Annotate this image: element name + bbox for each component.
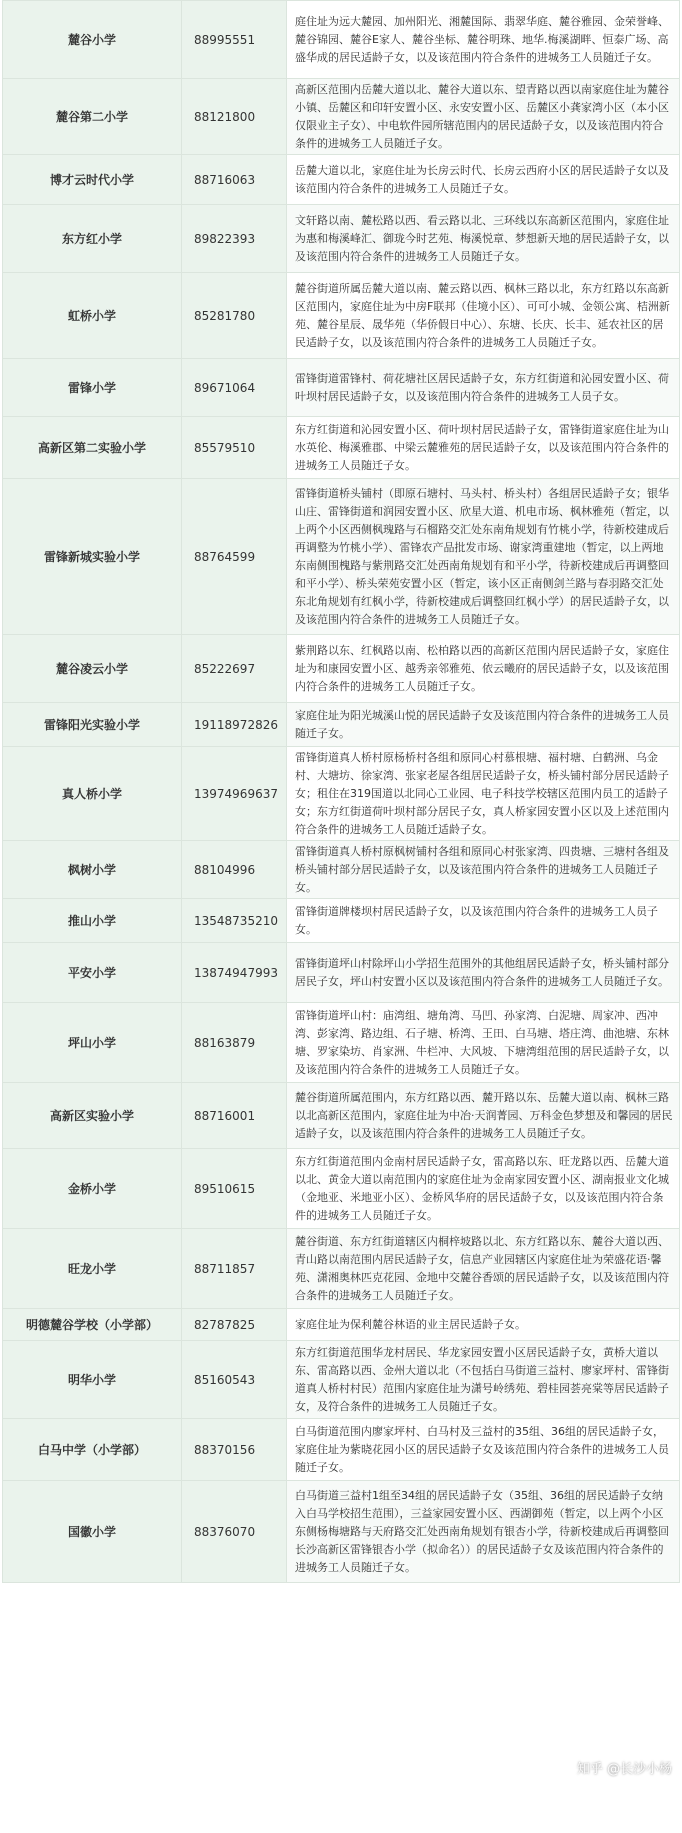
school-name-cell: 旺龙小学 [3,1229,182,1309]
school-phone-cell: 88370156 [182,1419,287,1481]
school-name-cell: 麓谷小学 [3,1,182,79]
school-phone-cell: 85579510 [182,417,287,479]
table-row [3,943,680,1003]
school-name-cell: 雷锋阳光实验小学 [3,703,182,747]
school-phone-cell: 13974969637 [182,747,287,841]
table-row [3,747,680,841]
school-name-cell: 平安小学 [3,943,182,1003]
school-name-cell: 国徽小学 [3,1481,182,1583]
table-row [3,1229,680,1309]
table-row [3,635,680,703]
enrollment-range-cell: 东方红街道和沁园安置小区、荷叶坝村居民适龄子女，雷锋街道家庭住址为山水英伦、梅溪雅郡、中梁云麓雅苑的居民适龄子女，以及该范围内符合条件的进城务工人员随迁子女。 [287,417,680,479]
school-phone-cell: 13548735210 [182,899,287,943]
enrollment-range-cell: 雷锋街道坪山村除坪山小学招生范围外的其他组居民适龄子女，桥头铺村部分居民子女，坪山村安置小区以及该范围内符合条件的进城务工人员随迁子女。 [287,943,680,1003]
table-row [3,79,680,155]
enrollment-range-cell: 雷锋街道真人桥村原杨桥村各组和原同心村慕根塘、福村塘、白鹤洲、乌金村、大塘坊、徐家湾、张家老屋各组居民适龄子女，桥头铺村部分居民适龄子女；租住在319国道以北同心工业园、电子科技学校辖区范围内员工的适龄子女；东方红街道荷叶坝村部分居民子女，真人桥家园安置小区以及上述范围内符合条件的进城务工人员随迁适龄子女。 [287,747,680,841]
enrollment-range-cell: 东方红街道范围内金南村居民适龄子女，雷高路以东、旺龙路以西、岳麓大道以北、黄金大道以南范围内的家庭住址为金南家园安置小区、湖南报业文化城（金地亚、米地亚小区）、金桥风华府的居民适龄子女，以及该范围内符合条件的进城务工人员随迁子女。 [287,1149,680,1229]
table-row [3,1341,680,1419]
enrollment-range-cell: 白马街道范围内廖家坪村、白马村及三益村的35组、36组的居民适龄子女，家庭住址为紫晓花园小区的居民适龄子女及该范围内符合条件的进城务工人员随迁子女。 [287,1419,680,1481]
school-name-cell: 麓谷凌云小学 [3,635,182,703]
table-row [3,841,680,899]
school-name-cell: 雷锋新城实验小学 [3,479,182,635]
school-name-cell: 麓谷第二小学 [3,79,182,155]
school-phone-cell: 85281780 [182,273,287,359]
school-name-cell: 高新区实验小学 [3,1083,182,1149]
school-name-cell: 博才云时代小学 [3,155,182,205]
watermark: 知乎 @长沙小杨 [576,1762,672,1777]
school-phone-cell: 82787825 [182,1309,287,1341]
enrollment-range-cell: 麓谷街道所属范围内，东方红路以西、麓开路以东、岳麓大道以南、枫林三路以北高新区范围内，家庭住址为中冶·天润菁园、万科金色梦想及和馨园的居民适龄子女，以及该范围内符合条件的进城务工人员随迁子女。 [287,1083,680,1149]
school-phone-cell: 89510615 [182,1149,287,1229]
school-name-cell: 坪山小学 [3,1003,182,1083]
school-name-cell: 虹桥小学 [3,273,182,359]
enrollment-range-cell: 雷锋街道坪山村：庙湾组、塘角湾、马凹、孙家湾、白泥塘、周家冲、西冲湾、彭家湾、路边组、石子塘、桥湾、王田、白马塘、塔庄湾、曲池塘、东林塘、罗家染坊、肖家洲、牛栏冲、大风坡、下塘湾组范围的居民适龄子女，以及该范围内符合条件的进城务工人员随迁子女。 [287,1003,680,1083]
enrollment-range-cell: 雷锋街道真人桥村原枫树铺村各组和原同心村张家湾、四贵塘、三塘村各组及桥头铺村部分居民适龄子女，以及该范围内符合条件的进城务工人员随迁子女。 [287,841,680,899]
table-row [3,205,680,273]
table-row [3,899,680,943]
enrollment-range-cell: 紫荆路以东、红枫路以南、松柏路以西的高新区范围内居民适龄子女，家庭住址为和康园安置小区、越秀亲邻雅苑、依云曦府的居民适龄子女，以及该范围内符合条件的进城务工人员随迁子女。 [287,635,680,703]
table-row [3,155,680,205]
school-phone-cell: 88995551 [182,1,287,79]
school-name-cell: 东方红小学 [3,205,182,273]
school-phone-cell: 88121800 [182,79,287,155]
school-name-cell: 金桥小学 [3,1149,182,1229]
enrollment-range-cell: 麓谷街道所属岳麓大道以南、麓云路以西、枫林三路以北，东方红路以东高新区范围内，家庭住址为中房F联邦（佳境小区）、可可小城、金领公寓、桔洲新苑、麓谷星辰、晟华苑（华侨假日中心）、东塘、长庆、长丰、延农社区的居民适龄子女，以及该范围内符合条件的进城务工人员随迁子女。 [287,273,680,359]
school-phone-cell: 13874947993 [182,943,287,1003]
school-phone-cell: 85160543 [182,1341,287,1419]
school-district-table [2,0,680,1583]
table-row [3,479,680,635]
table-row [3,1309,680,1341]
school-phone-cell: 88716063 [182,155,287,205]
table-body [3,1,680,1583]
school-phone-cell: 88163879 [182,1003,287,1083]
school-phone-cell: 89671064 [182,359,287,417]
school-phone-cell: 88104996 [182,841,287,899]
table-row [3,1003,680,1083]
enrollment-range-cell: 白马街道三益村1组至34组的居民适龄子女（35组、36组的居民适龄子女纳入白马学校招生范围），三益家园安置小区、西湖御苑（暂定，以上两个小区东侧杨梅塘路与天府路交汇处西南角规划有银杏小学，待新校建成后再调整回长沙高新区雷锋银杏小学（拟命名））的居民适龄子女及该范围内符合条件的进城务工人员随迁子女。 [287,1481,680,1583]
table-row [3,1,680,79]
table-row [3,1481,680,1583]
enrollment-range-cell: 东方红街道范围华龙村居民、华龙家园安置小区居民适龄子女，黄桥大道以东、雷高路以西、金州大道以北（不包括白马街道三益村、廖家坪村、雷锋街道真人桥村村民）范围内家庭住址为潇号岭绣苑、碧桂园荟亮棠等居民适龄子女，及符合条件的进城务工人员随迁子女。 [287,1341,680,1419]
school-phone-cell: 88376070 [182,1481,287,1583]
enrollment-range-cell: 雷锋街道牌楼坝村居民适龄子女，以及该范围内符合条件的进城务工人员子女。 [287,899,680,943]
enrollment-range-cell: 高新区范围内岳麓大道以北、麓谷大道以东、望青路以西以南家庭住址为麓谷小镇、岳麓区和印轩安置小区、永安安置小区、岳麓区小龚家湾小区（本小区仅限业主子女）、中电软件园所辖范围内的居民适龄子女，以及该范围内符合条件的进城务工人员随迁子女。 [287,79,680,155]
enrollment-range-cell: 岳麓大道以北，家庭住址为长房云时代、长房云西府小区的居民适龄子女以及该范围内符合条件的进城务工人员随迁子女。 [287,155,680,205]
school-phone-cell: 85222697 [182,635,287,703]
table-row [3,1083,680,1149]
table-row [3,703,680,747]
table-row [3,1149,680,1229]
school-name-cell: 明德麓谷学校（小学部） [3,1309,182,1341]
school-phone-cell: 19118972826 [182,703,287,747]
school-name-cell: 雷锋小学 [3,359,182,417]
school-name-cell: 推山小学 [3,899,182,943]
table-row [3,1419,680,1481]
table-row [3,273,680,359]
school-name-cell: 高新区第二实验小学 [3,417,182,479]
enrollment-range-cell: 文轩路以南、麓松路以西、看云路以北、三环线以东高新区范围内，家庭住址为惠和梅溪峰汇、御珑今时艺苑、梅溪悦章、梦想新天地的居民适龄子女，以及该范围内符合条件的进城务工人员随迁子女。 [287,205,680,273]
school-phone-cell: 88716001 [182,1083,287,1149]
school-phone-cell: 88711857 [182,1229,287,1309]
enrollment-range-cell: 雷锋街道雷锋村、荷花塘社区居民适龄子女，东方红街道和沁园安置小区、荷叶坝村居民适龄子女，以及该范围内符合条件的进城务工人员子女。 [287,359,680,417]
school-name-cell: 真人桥小学 [3,747,182,841]
table-row [3,359,680,417]
enrollment-range-cell: 庭住址为远大麓园、加州阳光、湘麓国际、翡翠华庭、麓谷雅园、金荣誉峰、麓谷锦园、麓谷E家人、麓谷坐标、麓谷明珠、地华.梅溪湖畔、恒泰广场、高盛华成的居民适龄子女，以及该范围内符合条件的进城务工人员随迁子女。 [287,1,680,79]
enrollment-range-cell: 麓谷街道、东方红街道辖区内桐梓坡路以北、东方红路以东、麓谷大道以西、青山路以南范围内居民适龄子女，信息产业园辖区内家庭住址为荣盛花语·馨苑、潇湘奥林匹克花园、金地中交麓谷香颂的居民适龄子女，以及该范围内符合条件的进城务工人员随迁子女。 [287,1229,680,1309]
enrollment-range-cell: 家庭住址为保利麓谷林语的业主居民适龄子女。 [287,1309,680,1341]
table-row [3,417,680,479]
enrollment-range-cell: 雷锋街道桥头铺村（即原石塘村、马头村、桥头村）各组居民适龄子女；银华山庄、雷锋街道和润园安置小区、欣星大道、机电市场、枫林雅苑（暂定，以上两个小区西侧枫瑰路与石榴路交汇处东南角规划有竹桃小学，待新校建成后再调整为竹桃小学）、雷锋农产品批发市场、谢家湾重建地（暂定，以上两地东南侧围槐路与紫荆路交汇处西南角规划有和平小学，待新校建成后再调整回和平小学）、桥头荣苑安置小区（暂定，该小区正南侧剑兰路与春羽路交汇处东北角规划有红枫小学，待新校建成后调整回红枫小学）的居民适龄子女，以及该范围内符合条件的进城务工人员随迁子女。 [287,479,680,635]
school-name-cell: 枫树小学 [3,841,182,899]
school-name-cell: 白马中学（小学部） [3,1419,182,1481]
school-phone-cell: 88764599 [182,479,287,635]
school-phone-cell: 89822393 [182,205,287,273]
enrollment-range-cell: 家庭住址为阳光城溪山悦的居民适龄子女及该范围内符合条件的进城务工人员随迁子女。 [287,703,680,747]
school-name-cell: 明华小学 [3,1341,182,1419]
